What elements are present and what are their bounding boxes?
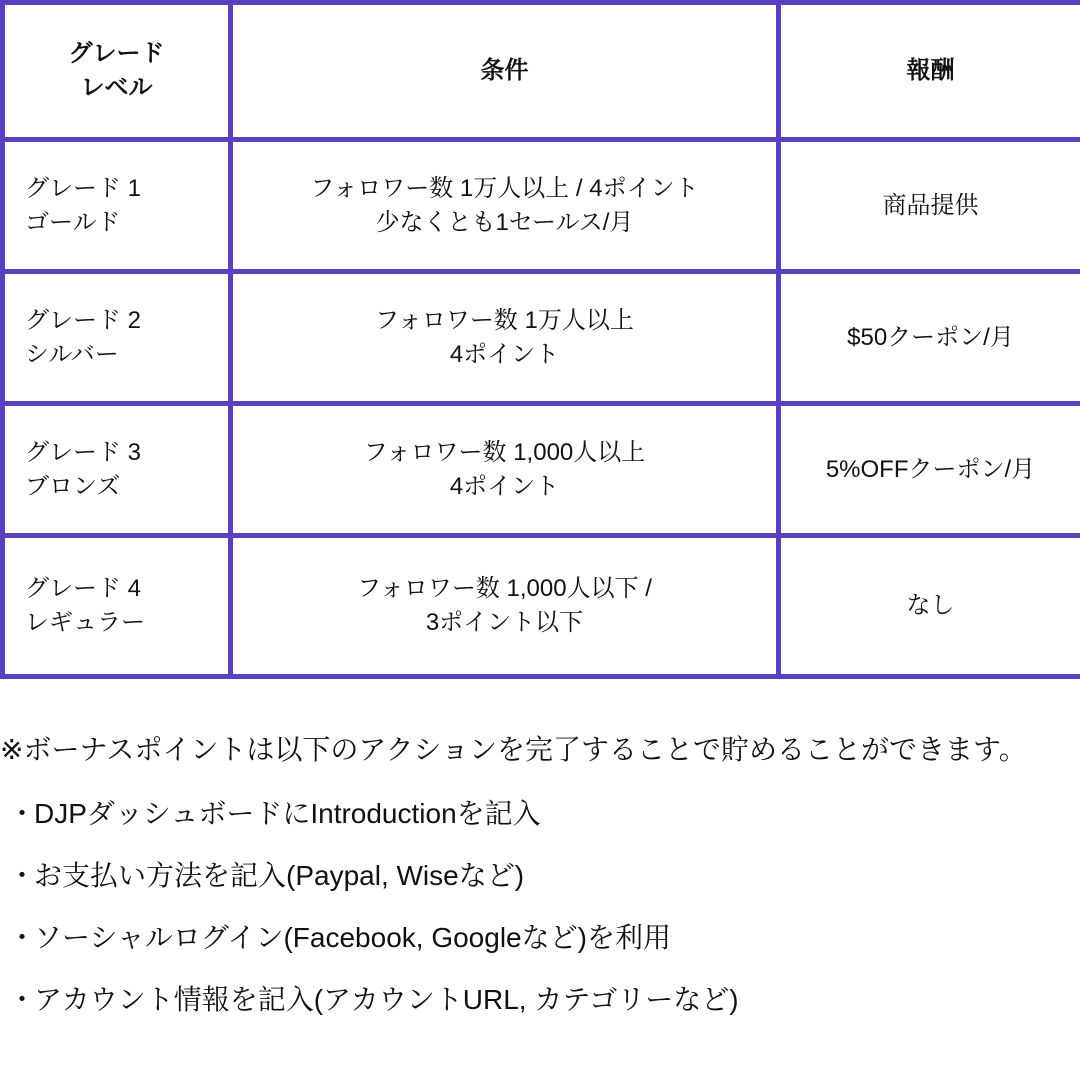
bonus-note-intro: ※ボーナスポイントは以下のアクションを完了することで貯めることができます。 xyxy=(0,734,1027,765)
condition-line: 4ポイント xyxy=(449,340,560,368)
header-reward: 報酬 xyxy=(779,3,1080,140)
grade-cell xyxy=(3,272,231,404)
bullet-marker: ・ xyxy=(8,860,37,891)
bonus-action-list xyxy=(0,794,739,1042)
condition-line: 3ポイント以下 xyxy=(425,609,584,636)
header-grade-level xyxy=(3,3,231,140)
condition-line: 少なくとも1セールス/月 xyxy=(375,208,634,236)
condition-cell xyxy=(231,404,779,536)
reward-cell: $50クーポン/月 xyxy=(779,272,1080,404)
grade-number: グレード 2 xyxy=(25,306,142,334)
reward-cell: 商品提供 xyxy=(779,140,1080,272)
grade-name: ブロンズ xyxy=(25,472,121,500)
grade-cell xyxy=(3,404,231,536)
list-item-text: DJPダッシュボードにIntroductionを記入 xyxy=(34,798,541,829)
list-item-text: ソーシャルログイン(Facebook, Googleなど)を利用 xyxy=(34,922,671,953)
bullet-marker: ・ xyxy=(8,984,37,1015)
grade-name: シルバー xyxy=(25,340,119,368)
header-level-label: レベル xyxy=(80,74,153,101)
reward-cell: なし xyxy=(779,536,1080,677)
condition-line: 4ポイント xyxy=(449,472,560,500)
grade-name: レギュラー xyxy=(25,609,145,636)
grade-cell xyxy=(3,140,231,272)
table-row xyxy=(3,536,1080,677)
bullet-marker: ・ xyxy=(8,798,37,829)
list-item-text: アカウント情報を記入(アカウントURL, カテゴリーなど) xyxy=(34,984,739,1015)
header-grade-label: グレード xyxy=(68,40,165,67)
list-item-text: お支払い方法を記入(Paypal, Wiseなど) xyxy=(34,860,525,891)
table-header-row xyxy=(3,3,1080,140)
grade-number: グレード 3 xyxy=(25,438,142,466)
grade-number: グレード 1 xyxy=(25,174,142,202)
list-item xyxy=(0,980,739,1042)
bullet-marker: ・ xyxy=(8,922,37,953)
grade-cell xyxy=(3,536,231,677)
condition-line: フォロワー数 1,000人以上 xyxy=(363,438,646,466)
table-row xyxy=(3,404,1080,536)
table-row xyxy=(3,272,1080,404)
list-item xyxy=(0,794,739,856)
grade-name: ゴールド xyxy=(25,208,121,236)
grade-number: グレード 4 xyxy=(25,575,142,602)
condition-line: フォロワー数 1,000人以下 / xyxy=(357,575,652,602)
list-item xyxy=(0,918,739,980)
table-row xyxy=(3,140,1080,272)
reward-cell: 5%OFFクーポン/月 xyxy=(779,404,1080,536)
list-item xyxy=(0,856,739,918)
condition-cell xyxy=(231,272,779,404)
condition-line: フォロワー数 1万人以上 xyxy=(375,306,634,334)
condition-cell xyxy=(231,140,779,272)
condition-cell xyxy=(231,536,779,677)
condition-line: フォロワー数 1万人以上 / 4ポイント xyxy=(310,174,699,202)
header-condition: 条件 xyxy=(231,3,779,140)
